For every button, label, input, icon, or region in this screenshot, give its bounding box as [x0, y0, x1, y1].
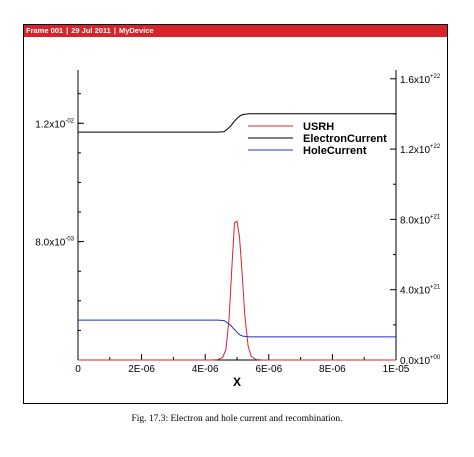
y-right-tick-label [400, 144, 441, 156]
x-tick-label: 8E-06 [319, 364, 346, 375]
frame-number: Frame 001 [26, 26, 64, 35]
series-line-holecurrent [78, 320, 396, 337]
y-right-tick-label [400, 74, 441, 86]
y-right-tick-mantissa: 1.6x10 [400, 74, 431, 86]
y-right-tick-mantissa: 8.0x10 [400, 215, 431, 227]
y-right-tick-exponent: +22 [430, 144, 441, 151]
y-left-tick-label [35, 237, 74, 249]
y-right-tick-label [400, 355, 441, 367]
x-tick-label: 0 [75, 364, 81, 375]
y-right-tick-exponent: +22 [430, 73, 441, 80]
y-right-tick-mantissa: 1.2x10 [400, 145, 431, 157]
series-line-usrh [78, 221, 396, 360]
y-left-tick-label [35, 118, 74, 130]
y-left-tick-mantissa: 8.0x10 [35, 237, 66, 249]
y-right-tick-mantissa: 4.0x10 [400, 285, 431, 297]
frame-device: MyDevice [118, 26, 154, 35]
y-left-tick-mantissa: 1.2x10 [35, 119, 66, 131]
x-tick-label: 1E-05 [382, 364, 410, 375]
y-right-tick-label [400, 214, 441, 226]
x-tick-label: 2E-06 [128, 364, 155, 375]
figure-caption: Fig. 17.3: Electron and hole current and recombination. [131, 414, 343, 424]
header-separator: | [113, 26, 116, 35]
legend-label: ElectronCurrent [303, 133, 387, 145]
y-left-tick-exponent: -03 [65, 236, 74, 243]
x-tick-label: 4E-06 [191, 364, 219, 375]
y-left-tick-exponent: -02 [65, 118, 74, 125]
legend-label: USRH [303, 121, 335, 133]
y-right-tick-label [400, 285, 441, 297]
frame-date: 29 Jul 2011 [71, 26, 111, 35]
header-separator: | [66, 26, 69, 35]
y-right-tick-exponent: +21 [430, 284, 441, 291]
y-right-tick-exponent: +21 [430, 214, 441, 221]
series-line-electroncurrent [78, 114, 396, 132]
legend-label: HoleCurrent [303, 145, 367, 157]
y-right-tick-mantissa: 0.0x10 [400, 356, 431, 367]
x-tick-label: 6E-06 [255, 364, 283, 375]
x-axis-label: X [232, 375, 242, 389]
y-right-tick-exponent: +00 [430, 355, 441, 361]
